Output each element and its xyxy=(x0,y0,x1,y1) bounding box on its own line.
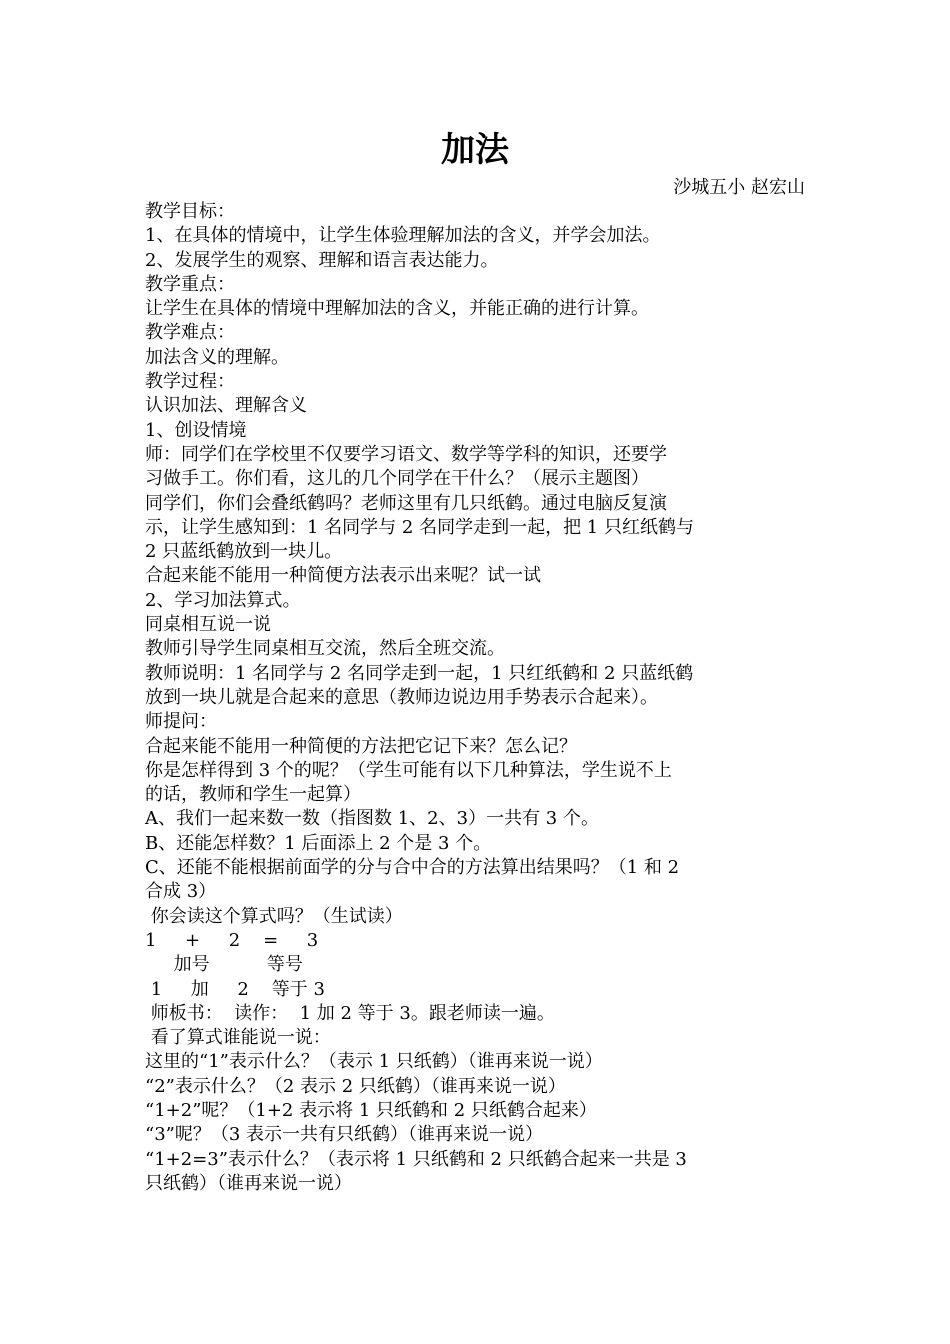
text-line: 认识加法、理解含义 xyxy=(145,395,307,417)
text-line: 习做手工。你们看，这儿的几个同学在干什么？（展示主题图） xyxy=(145,468,649,490)
text-line: 教师引导学生同桌相互交流，然后全班交流。 xyxy=(145,638,505,660)
text-line: 教师说明：1 名同学与 2 名同学走到一起，1 只红纸鹤和 2 只蓝纸鹤 xyxy=(145,662,694,684)
text-line: 这里的“1”表示什么？（表示 1 只纸鹤）（谁再来说一说） xyxy=(145,1051,603,1073)
text-line: 1、创设情境 xyxy=(145,419,247,441)
text-line: 合起来能不能用一种简便的方法把它记下来？怎么记？ xyxy=(145,735,577,757)
document-body xyxy=(145,200,807,1196)
equation-reading: 1 加 2 等于 3 xyxy=(145,978,325,1000)
text-line: 2、学习加法算式。 xyxy=(145,589,301,611)
heading-key-points: 教学重点： xyxy=(145,273,235,295)
text-line: A、我们一起来数一数（指图数 1、2、3）一共有 3 个。 xyxy=(145,808,599,830)
text-line: 你会读这个算式吗？（生试读） xyxy=(145,905,403,927)
text-line: 加法含义的理解。 xyxy=(145,346,289,368)
equation-labels: 加号 等号 xyxy=(145,954,303,976)
text-line: 示，让学生感知到：1 名同学与 2 名同学走到一起，把 1 只红纸鹤与 xyxy=(145,516,694,538)
text-line: 放到一块儿就是合起来的意思（教师边说边用手势表示合起来）。 xyxy=(145,686,658,708)
text-line: 合起来能不能用一种简便方法表示出来呢？试一试 xyxy=(145,565,541,587)
text-line: 同学们，你们会叠纸鹤吗？老师这里有几只纸鹤。通过电脑反复演 xyxy=(145,492,667,514)
text-line: 看了算式谁能说一说： xyxy=(145,1027,331,1049)
text-line: “1+2=3”表示什么？（表示将 1 只纸鹤和 2 只纸鹤合起来一共是 3 xyxy=(145,1148,687,1170)
text-line: 你是怎样得到 3 个的呢？（学生可能有以下几种算法，学生说不上 xyxy=(145,759,672,781)
text-line: “1+2”呢？（1+2 表示将 1 只纸鹤和 2 只纸鹤合起来） xyxy=(145,1099,597,1121)
text-line: 师：同学们在学校里不仅要学习语文、数学等学科的知识，还要学 xyxy=(145,443,667,465)
text-line: 1、在具体的情境中，让学生体验理解加法的含义，并学会加法。 xyxy=(145,225,661,247)
equation-line: 1 + 2 = 3 xyxy=(145,929,319,951)
text-line: 只纸鹤）（谁再来说一说） xyxy=(145,1172,352,1194)
text-line: 师提问： xyxy=(145,711,217,733)
text-line: 同桌相互说一说 xyxy=(145,614,271,636)
text-line: 的话，教师和学生一起算） xyxy=(145,784,361,806)
text-line: 让学生在具体的情境中理解加法的含义，并能正确的进行计算。 xyxy=(145,298,649,320)
text-line: 2 只蓝纸鹤放到一块儿。 xyxy=(145,541,343,563)
heading-objectives: 教学目标： xyxy=(145,201,235,222)
heading-difficulties: 教学难点： xyxy=(145,322,235,344)
text-line: “2”表示什么？（2 表示 2 只纸鹤）（谁再来说一说） xyxy=(145,1075,566,1097)
document-title: 加法 xyxy=(441,130,509,170)
heading-process: 教学过程： xyxy=(145,371,235,393)
text-line: “3”呢？（3 表示一共有只纸鹤）（谁再来说一说） xyxy=(145,1124,544,1146)
text-line: 师板书： 读作： 1 加 2 等于 3。跟老师读一遍。 xyxy=(145,1002,555,1024)
author-line: 沙城五小 赵宏山 xyxy=(673,177,805,198)
text-line: C、还能不能根据前面学的分与合中合的方法算出结果吗？（1 和 2 xyxy=(145,857,680,879)
text-line: 2、发展学生的观察、理解和语言表达能力。 xyxy=(145,249,499,271)
text-line: 合成 3） xyxy=(145,881,217,903)
text-line: B、还能怎样数？1 后面添上 2 个是 3 个。 xyxy=(145,832,492,854)
